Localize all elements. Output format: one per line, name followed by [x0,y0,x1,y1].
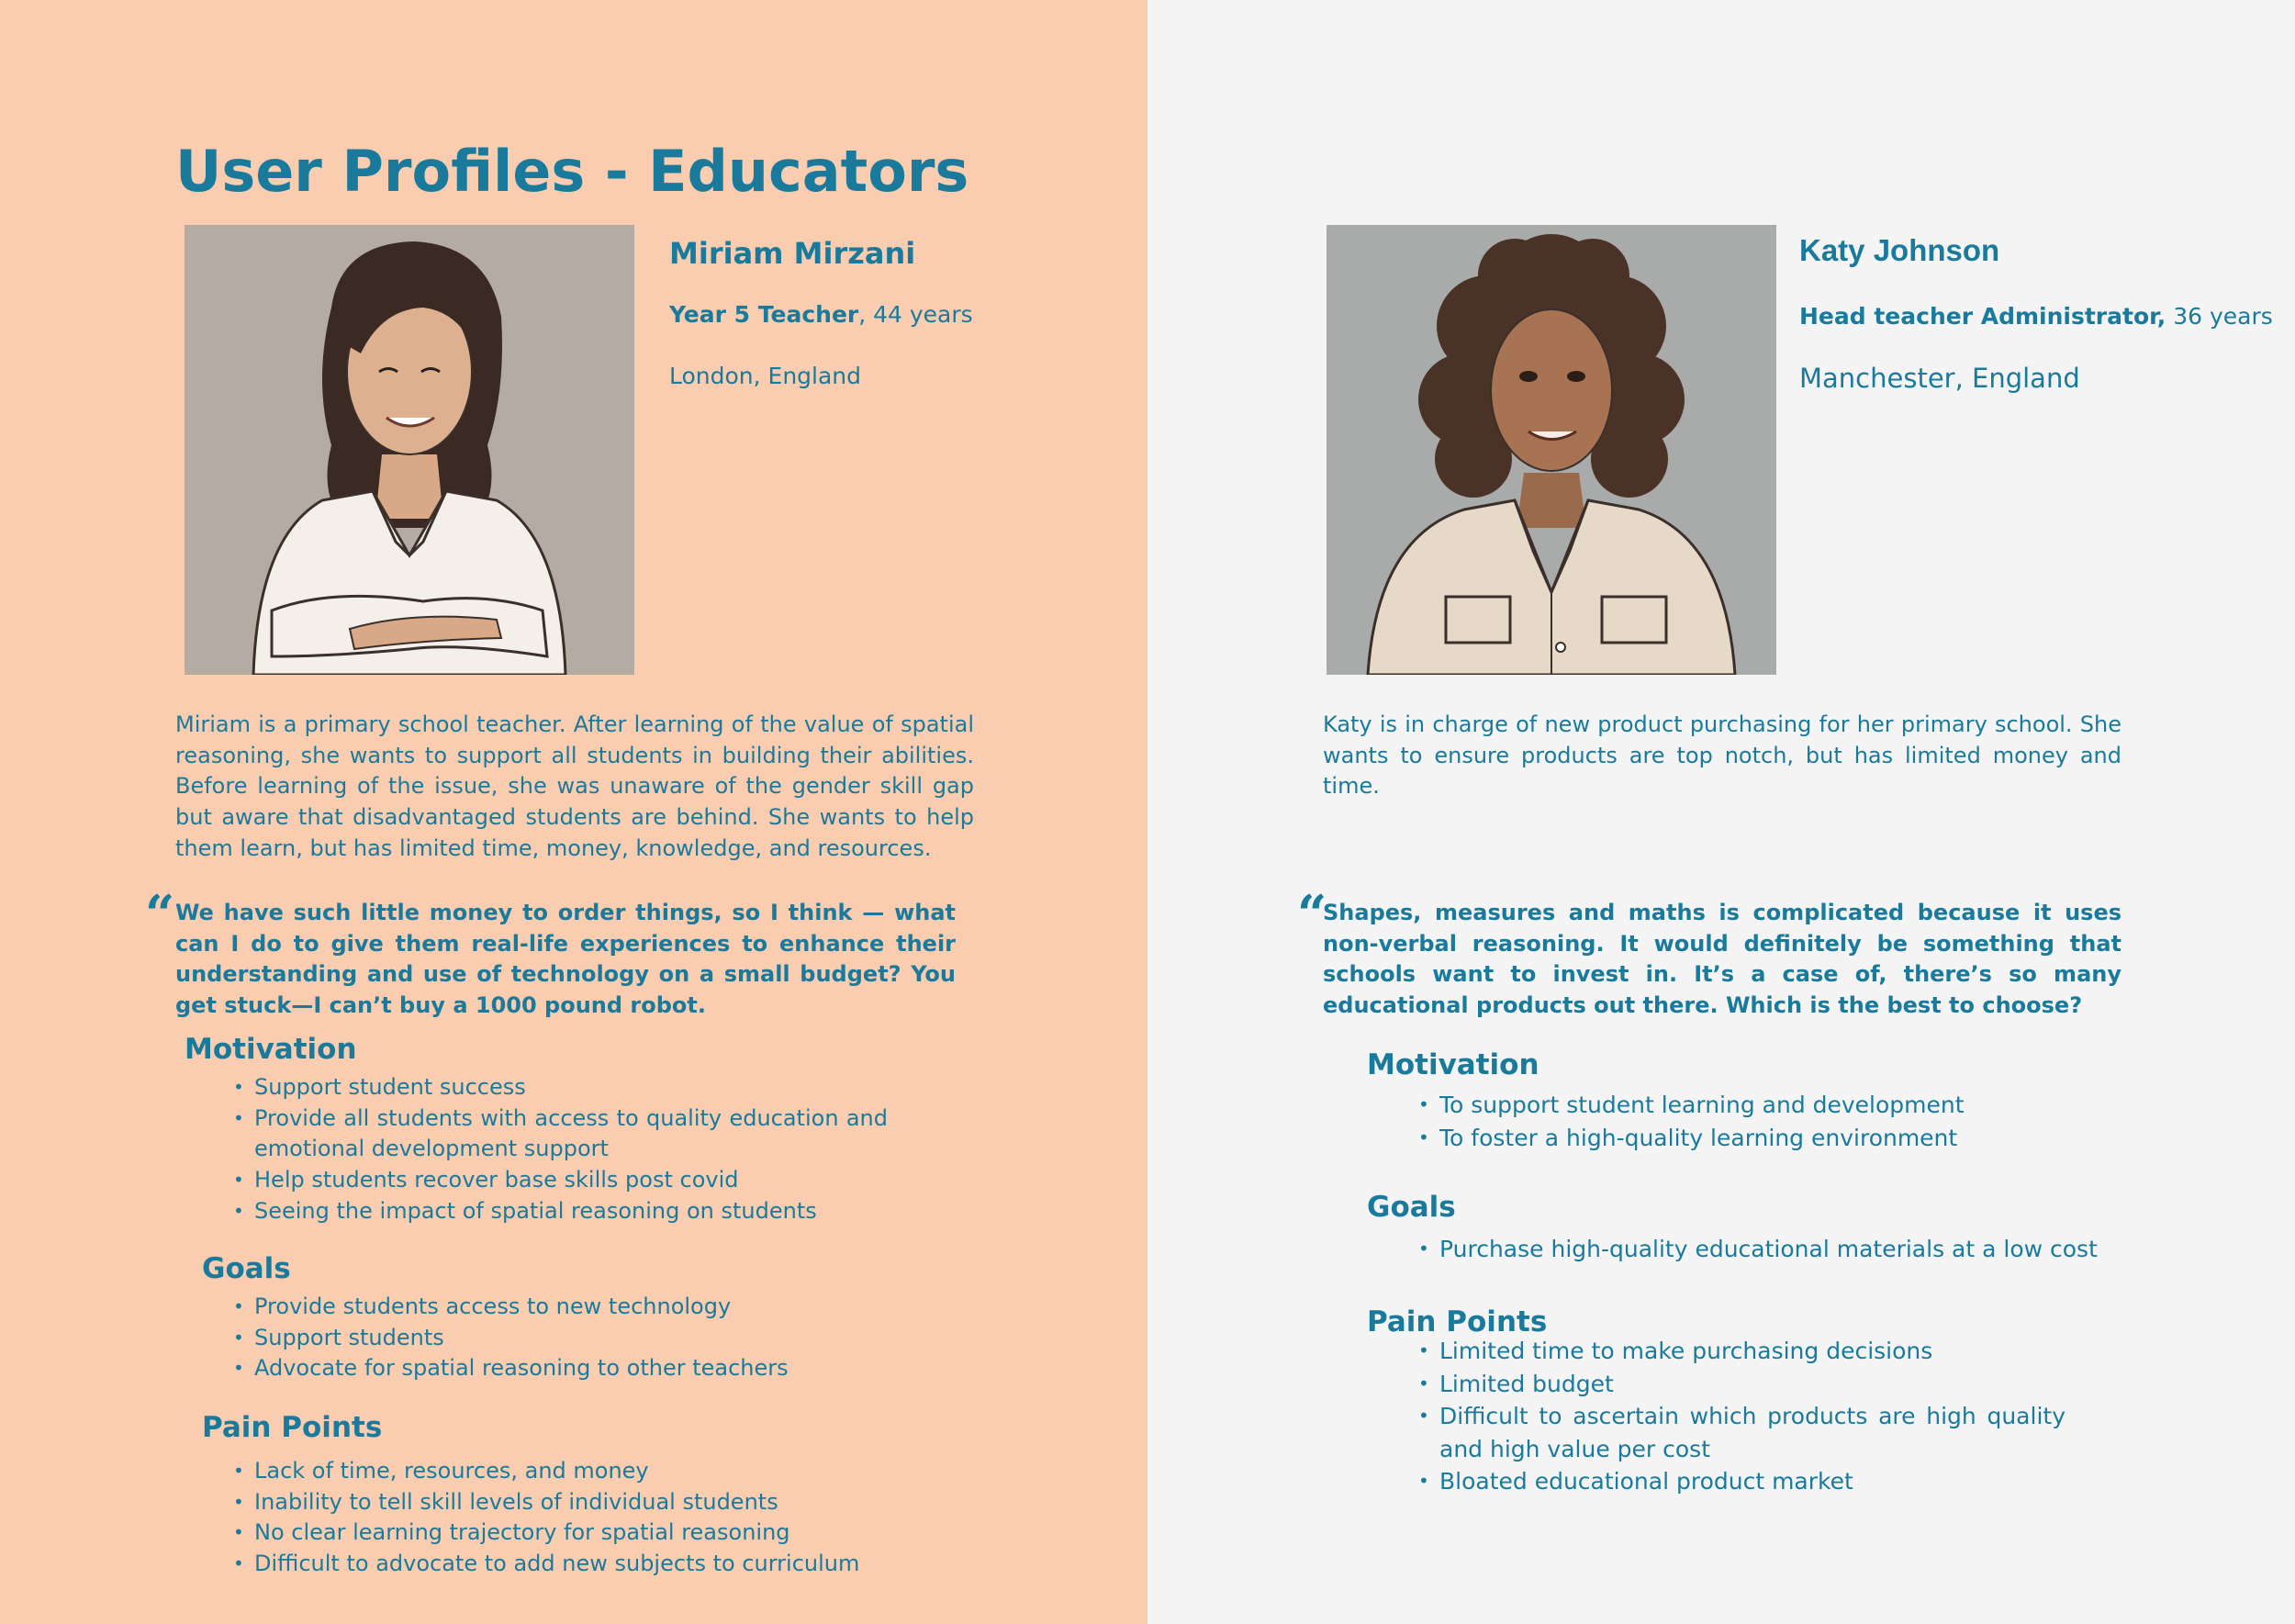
miriam-age: , 44 years [858,301,973,328]
katy-portrait [1327,225,1776,675]
list-item: • Support students [233,1324,444,1350]
list-item: • No clear learning trajectory for spatial reasoning [233,1519,790,1546]
list-item: • Bloated educational product market [1418,1468,1853,1495]
list-item: • Difficult to ascertain which products are high quality and high value per cost [1418,1403,2066,1462]
list-item: • Lack of time, resources, and money [233,1458,649,1484]
katy-quote: Shapes, measures and maths is complicated because it uses non-verbal reasoning. It would definitely be something that schools want to invest in. It’s a case of, there’s so many educational products out there. Which is the best to choose? [1323,900,2121,1019]
miriam-goals-heading: Goals [202,1252,291,1285]
list-item: • Limited budget [1418,1370,1614,1397]
katy-pain-points-list [1418,1335,2066,1498]
miriam-role-title: Year 5 Teacher [669,301,859,328]
list-item: • To support student learning and development [1418,1092,1965,1118]
katy-goals-heading: Goals [1367,1191,1456,1224]
katy-pain-points-heading: Pain Points [1367,1305,1548,1338]
list-item: • Provide students access to new technology [233,1294,732,1319]
miriam-portrait [185,225,634,675]
katy-motivation-heading: Motivation [1367,1048,1539,1081]
katy-motivation-list [1418,1089,2100,1154]
list-item: • Limited time to make purchasing decisions [1418,1338,1933,1364]
katy-role [1799,303,2273,330]
list-item: • Help students recover base skills post covid [233,1167,739,1193]
list-item: • Support student success [233,1074,526,1100]
miriam-location: London, England [669,363,862,389]
miriam-quote: We have such little money to order things, so I think — what can I do to give them real-life experiences to enhance their understanding and use of technology on a small budget? You get stuck—I can’t buy a 1000 pound robot. [175,900,956,1019]
miriam-name: Miriam Mirzani [669,236,916,271]
list-item: • Inability to tell skill levels of individual students [233,1488,778,1515]
list-item: • Seeing the impact of spatial reasoning on students [233,1197,817,1224]
list-item: • Provide all students with access to quality education and emotional development support [233,1104,888,1162]
katy-description: Katy is in charge of new product purchasing for her primary school. She wants to ensure products are top notch, but has limited money and time. [1323,711,2121,800]
katy-location: Manchester, England [1799,363,2080,394]
miriam-quote-mark: “ [145,884,175,945]
katy-goals-list [1418,1233,2100,1266]
katy-name: Katy Johnson [1799,233,2000,267]
katy-role-title: Head teacher Administrator, [1799,303,2166,330]
miriam-goals-list [233,1292,897,1384]
list-item: • Purchase high-quality educational materials at a low cost [1418,1236,2098,1262]
page-title: User Profiles - Educators [175,138,969,205]
miriam-pain-points-heading: Pain Points [202,1411,383,1444]
list-item: • Advocate for spatial reasoning to other teachers [233,1355,789,1382]
right-panel [1148,0,2295,1624]
miriam-description: Miriam is a primary school teacher. After learning of the value of spatial reasoning, she wants to support all students in building their abilities. Before learning of the issue, she was unaware of the gender skill gap but aware that disadvantaged students are behind. She wants to help them learn, but has limited time, money, knowledge, and resources. [175,711,974,861]
list-item: • To foster a high-quality learning environment [1418,1124,1958,1151]
katy-quote-mark: “ [1297,884,1327,945]
miriam-motivation-heading: Motivation [185,1033,357,1066]
miriam-pain-points-list [233,1456,897,1580]
katy-age: 36 years [2166,303,2273,330]
miriam-motivation-list [233,1072,888,1227]
list-item: • Difficult to advocate to add new subjects to curriculum [233,1551,860,1577]
miriam-role [669,301,973,328]
